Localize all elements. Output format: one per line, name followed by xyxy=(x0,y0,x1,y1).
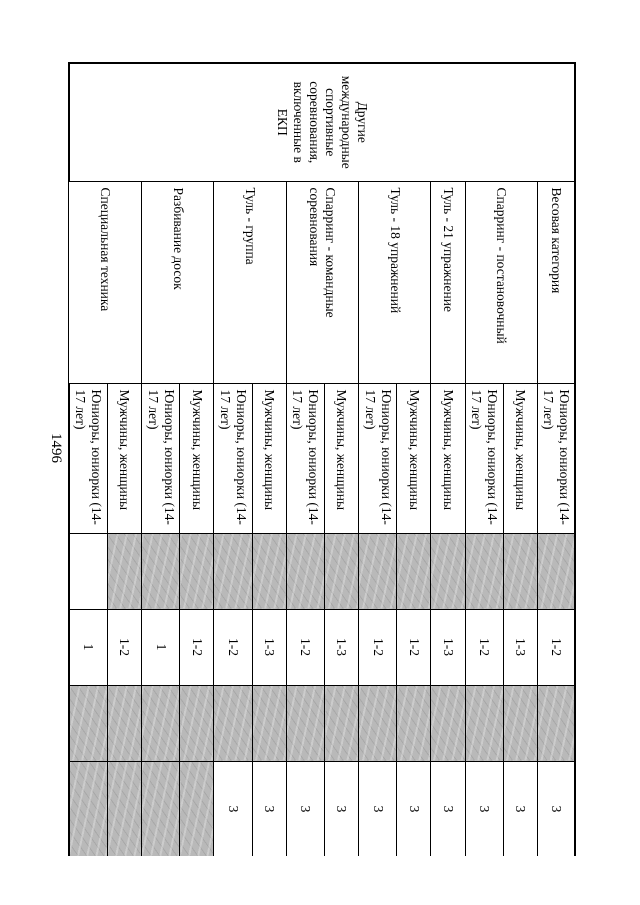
age-group-cell: Юниоры, юниорки (14-17 лет) xyxy=(286,383,324,533)
discipline-cell: Весовая категория xyxy=(537,181,575,383)
column-4-cell xyxy=(142,533,180,609)
column-6-cell xyxy=(397,685,431,761)
places-cell: 1-2 xyxy=(465,609,503,685)
age-group-cell: Юниоры, юниорки (14-17 лет) xyxy=(69,383,107,533)
quota-cell: 3 xyxy=(431,761,465,856)
quota-cell: 3 xyxy=(503,761,537,856)
column-4-cell xyxy=(359,533,397,609)
discipline-cell: Туль - 18 упражнений xyxy=(359,181,431,383)
column-6-cell xyxy=(503,685,537,761)
column-6-cell xyxy=(465,685,503,761)
column-6-cell xyxy=(69,685,107,761)
places-cell: 1-2 xyxy=(286,609,324,685)
places-cell: 1-2 xyxy=(537,609,575,685)
age-group-cell: Мужчины, женщины xyxy=(180,383,214,533)
column-4-cell xyxy=(107,533,141,609)
column-4-cell xyxy=(69,533,107,609)
quota-cell xyxy=(180,761,214,856)
age-group-cell: Мужчины, женщины xyxy=(107,383,141,533)
page-number: 1496 xyxy=(48,433,64,463)
age-group-cell: Юниоры, юниорки (14-17 лет) xyxy=(465,383,503,533)
age-group-cell: Мужчины, женщины xyxy=(431,383,465,533)
quota-cell: 3 xyxy=(397,761,431,856)
column-4-cell xyxy=(537,533,575,609)
table-rotation-wrapper xyxy=(68,62,576,856)
table-row xyxy=(431,63,465,856)
column-4-cell xyxy=(465,533,503,609)
age-group-cell: Юниоры, юниорки (14-17 лет) xyxy=(537,383,575,533)
age-group-cell: Мужчины, женщины xyxy=(503,383,537,533)
column-6-cell xyxy=(286,685,324,761)
quota-cell: 3 xyxy=(324,761,358,856)
column-6-cell xyxy=(359,685,397,761)
competition-table xyxy=(68,62,576,856)
column-6-cell xyxy=(214,685,252,761)
group-label-cell: Другие международные спортивные соревнования, включенные в ЕКП xyxy=(69,63,575,181)
quota-cell: 3 xyxy=(286,761,324,856)
quota-cell xyxy=(142,761,180,856)
places-cell: 1-2 xyxy=(214,609,252,685)
column-4-cell xyxy=(214,533,252,609)
column-6-cell xyxy=(107,685,141,761)
column-4-cell xyxy=(324,533,358,609)
age-group-cell: Юниоры, юниорки (14-17 лет) xyxy=(214,383,252,533)
discipline-cell: Спарринг - постановочный xyxy=(465,181,537,383)
table-row xyxy=(252,63,286,856)
column-4-cell xyxy=(431,533,465,609)
table-row xyxy=(503,63,537,856)
table-body xyxy=(69,63,575,856)
table-row xyxy=(324,63,358,856)
places-cell: 1-2 xyxy=(359,609,397,685)
column-4-cell xyxy=(503,533,537,609)
rotated-table-sheet xyxy=(68,62,576,856)
places-cell: 1-3 xyxy=(503,609,537,685)
table-row xyxy=(107,63,141,856)
quota-cell xyxy=(107,761,141,856)
age-group-cell: Мужчины, женщины xyxy=(324,383,358,533)
column-4-cell xyxy=(397,533,431,609)
age-group-cell: Юниоры, юниорки (14-17 лет) xyxy=(359,383,397,533)
places-cell: 1 xyxy=(142,609,180,685)
quota-cell: 3 xyxy=(359,761,397,856)
age-group-cell: Мужчины, женщины xyxy=(252,383,286,533)
places-cell: 1-3 xyxy=(324,609,358,685)
column-4-cell xyxy=(180,533,214,609)
column-4-cell xyxy=(286,533,324,609)
age-group-cell: Мужчины, женщины xyxy=(397,383,431,533)
discipline-cell: Туль - группа xyxy=(214,181,286,383)
discipline-cell: Специальная техника xyxy=(69,181,142,383)
table-row xyxy=(537,63,575,856)
table-row xyxy=(397,63,431,856)
column-6-cell xyxy=(142,685,180,761)
discipline-cell: Спарринг - командные соревнования xyxy=(286,181,358,383)
column-6-cell xyxy=(252,685,286,761)
quota-cell: 3 xyxy=(537,761,575,856)
table-row xyxy=(180,63,214,856)
places-cell: 1-2 xyxy=(397,609,431,685)
places-cell: 1 xyxy=(69,609,107,685)
places-cell: 1-3 xyxy=(431,609,465,685)
quota-cell: 3 xyxy=(465,761,503,856)
age-group-cell: Юниоры, юниорки (14-17 лет) xyxy=(142,383,180,533)
places-cell: 1-3 xyxy=(252,609,286,685)
discipline-cell: Разбивание досок xyxy=(142,181,214,383)
column-6-cell xyxy=(431,685,465,761)
column-6-cell xyxy=(180,685,214,761)
quota-cell: 3 xyxy=(252,761,286,856)
quota-cell xyxy=(69,761,107,856)
column-6-cell xyxy=(324,685,358,761)
places-cell: 1-2 xyxy=(107,609,141,685)
column-6-cell xyxy=(537,685,575,761)
discipline-cell: Туль - 21 упражнение xyxy=(431,181,465,383)
column-4-cell xyxy=(252,533,286,609)
places-cell: 1-2 xyxy=(180,609,214,685)
quota-cell: 3 xyxy=(214,761,252,856)
